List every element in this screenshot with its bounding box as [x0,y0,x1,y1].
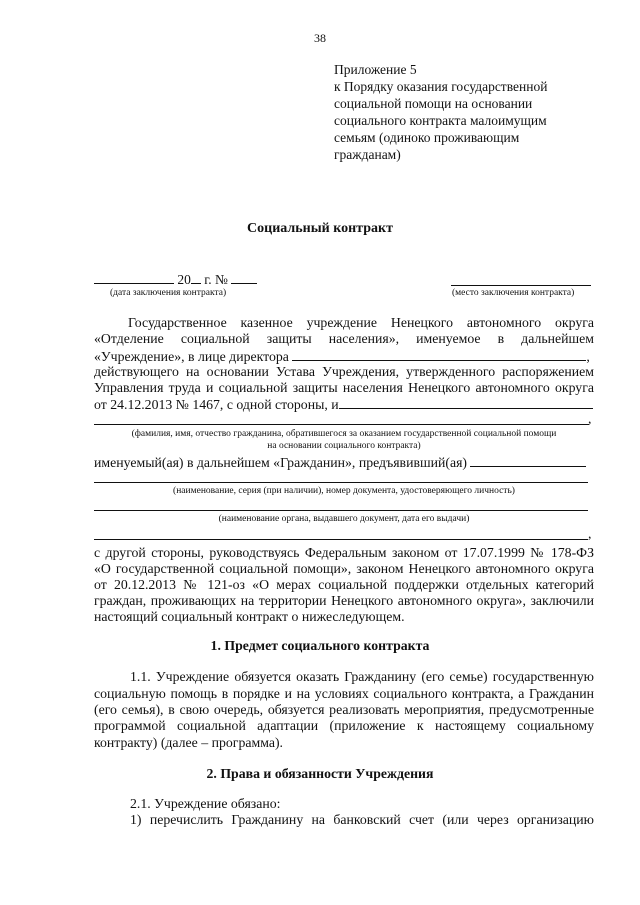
section-heading: 2. Права и обязанности Учреждения [206,766,434,781]
number-blank [231,271,257,284]
body-line: программой социальной адаптации (приложение к настоящему социальному [94,718,594,733]
document-blank [470,454,586,467]
appendix-line: семьям (одиноко проживающим [334,130,520,145]
date-caption: (дата заключения контракта) [110,288,227,298]
intro-line: Управления труда и социальной защиты населения Ненецкого автономного округа [94,380,594,395]
body-line: (его семья), в свою очередь, обязуется реализовать мероприятия, предусмотренные [94,702,594,717]
citizen-name-blank [94,424,589,425]
place-blank [451,285,591,286]
body-line: граждан, проживающих на территории Ненецкого автономного округа», заключили [94,593,594,608]
number-label: г. № [204,272,228,287]
body-line: от 20.12.2013 № 121-оз «О мерах социальной поддержки отдельных категорий [94,577,594,592]
body-line: социальную помощь в порядке и на условиях социального контракта, а Гражданин [94,686,594,701]
body-line: 1) перечислить Гражданину на банковский счет (или через организацию [130,812,594,827]
intro-line-director [94,348,594,365]
intro-comma: , [588,411,592,426]
document-caption: (наименование, серия (при наличии), номер документа, удостоверяющего личность) [173,486,515,496]
document-blank-line [94,482,588,483]
appendix-line: к Порядку оказания государственной [334,79,548,94]
appendix-line: социального контракта малоимущим [334,113,547,128]
page-number: 38 [314,31,326,45]
intro-line: действующего на основании Устава Учреждения, утвержденного распоряжением [94,364,594,379]
section-heading: 1. Предмет социального контракта [210,638,430,653]
intro-line-text: «Учреждение», в лице директора [94,349,289,364]
intro-line: Государственное казенное учреждение Ненецкого автономного округа [128,315,594,330]
appendix-note [334,61,584,163]
named-citizen-line [94,454,594,471]
intro-line: «Отделение социальной защиты населения», именуемое в дальнейшем [94,331,594,346]
other-party-blank [339,396,593,409]
citizen-caption-line: на основании социального контракта) [267,441,421,451]
extra-blank-line [94,539,588,540]
appendix-line: гражданам) [334,147,401,162]
body-line: с другой стороны, руководствуясь Федеральным законом от 17.07.1999 № 178-ФЗ [94,545,594,560]
body-line: настоящий социальный контракт о нижеследующем. [94,609,405,624]
director-blank [292,348,586,361]
place-caption: (место заключения контракта) [452,288,575,298]
body-line: контракту) (далее – программа). [94,735,283,750]
appendix-line: Приложение 5 [334,62,417,77]
body-line: 2.1. Учреждение обязано: [130,796,281,811]
intro-comma: , [586,349,590,364]
body-line: «О государственной социальной помощи», законом Ненецкого автономного округа [94,561,594,576]
intro-line-one-side [94,396,594,413]
citizen-caption-line: (фамилия, имя, отчество гражданина, обратившегося за оказанием государственной социальной помощи [131,429,557,439]
citizen-caption [94,428,594,452]
date-field [94,271,257,288]
intro-line-text: от 24.12.2013 № 1467, с одной стороны, и [94,397,339,412]
year-prefix: 20 [177,272,191,287]
date-blank [94,271,174,284]
named-citizen-text: именуемый(ая) в дальнейшем «Гражданин», предъявивший(ая) [94,455,468,470]
issuer-comma: , [588,526,592,541]
year-blank [191,271,201,284]
document-title: Социальный контракт [247,221,393,236]
issuer-blank-line [94,510,588,511]
issuer-caption: (наименование органа, выдавшего документ, дата его выдачи) [218,514,470,524]
appendix-line: социальной помощи на основании [334,96,533,111]
body-line: 1.1. Учреждение обязуется оказать Гражданину (его семье) государственную [130,669,594,684]
